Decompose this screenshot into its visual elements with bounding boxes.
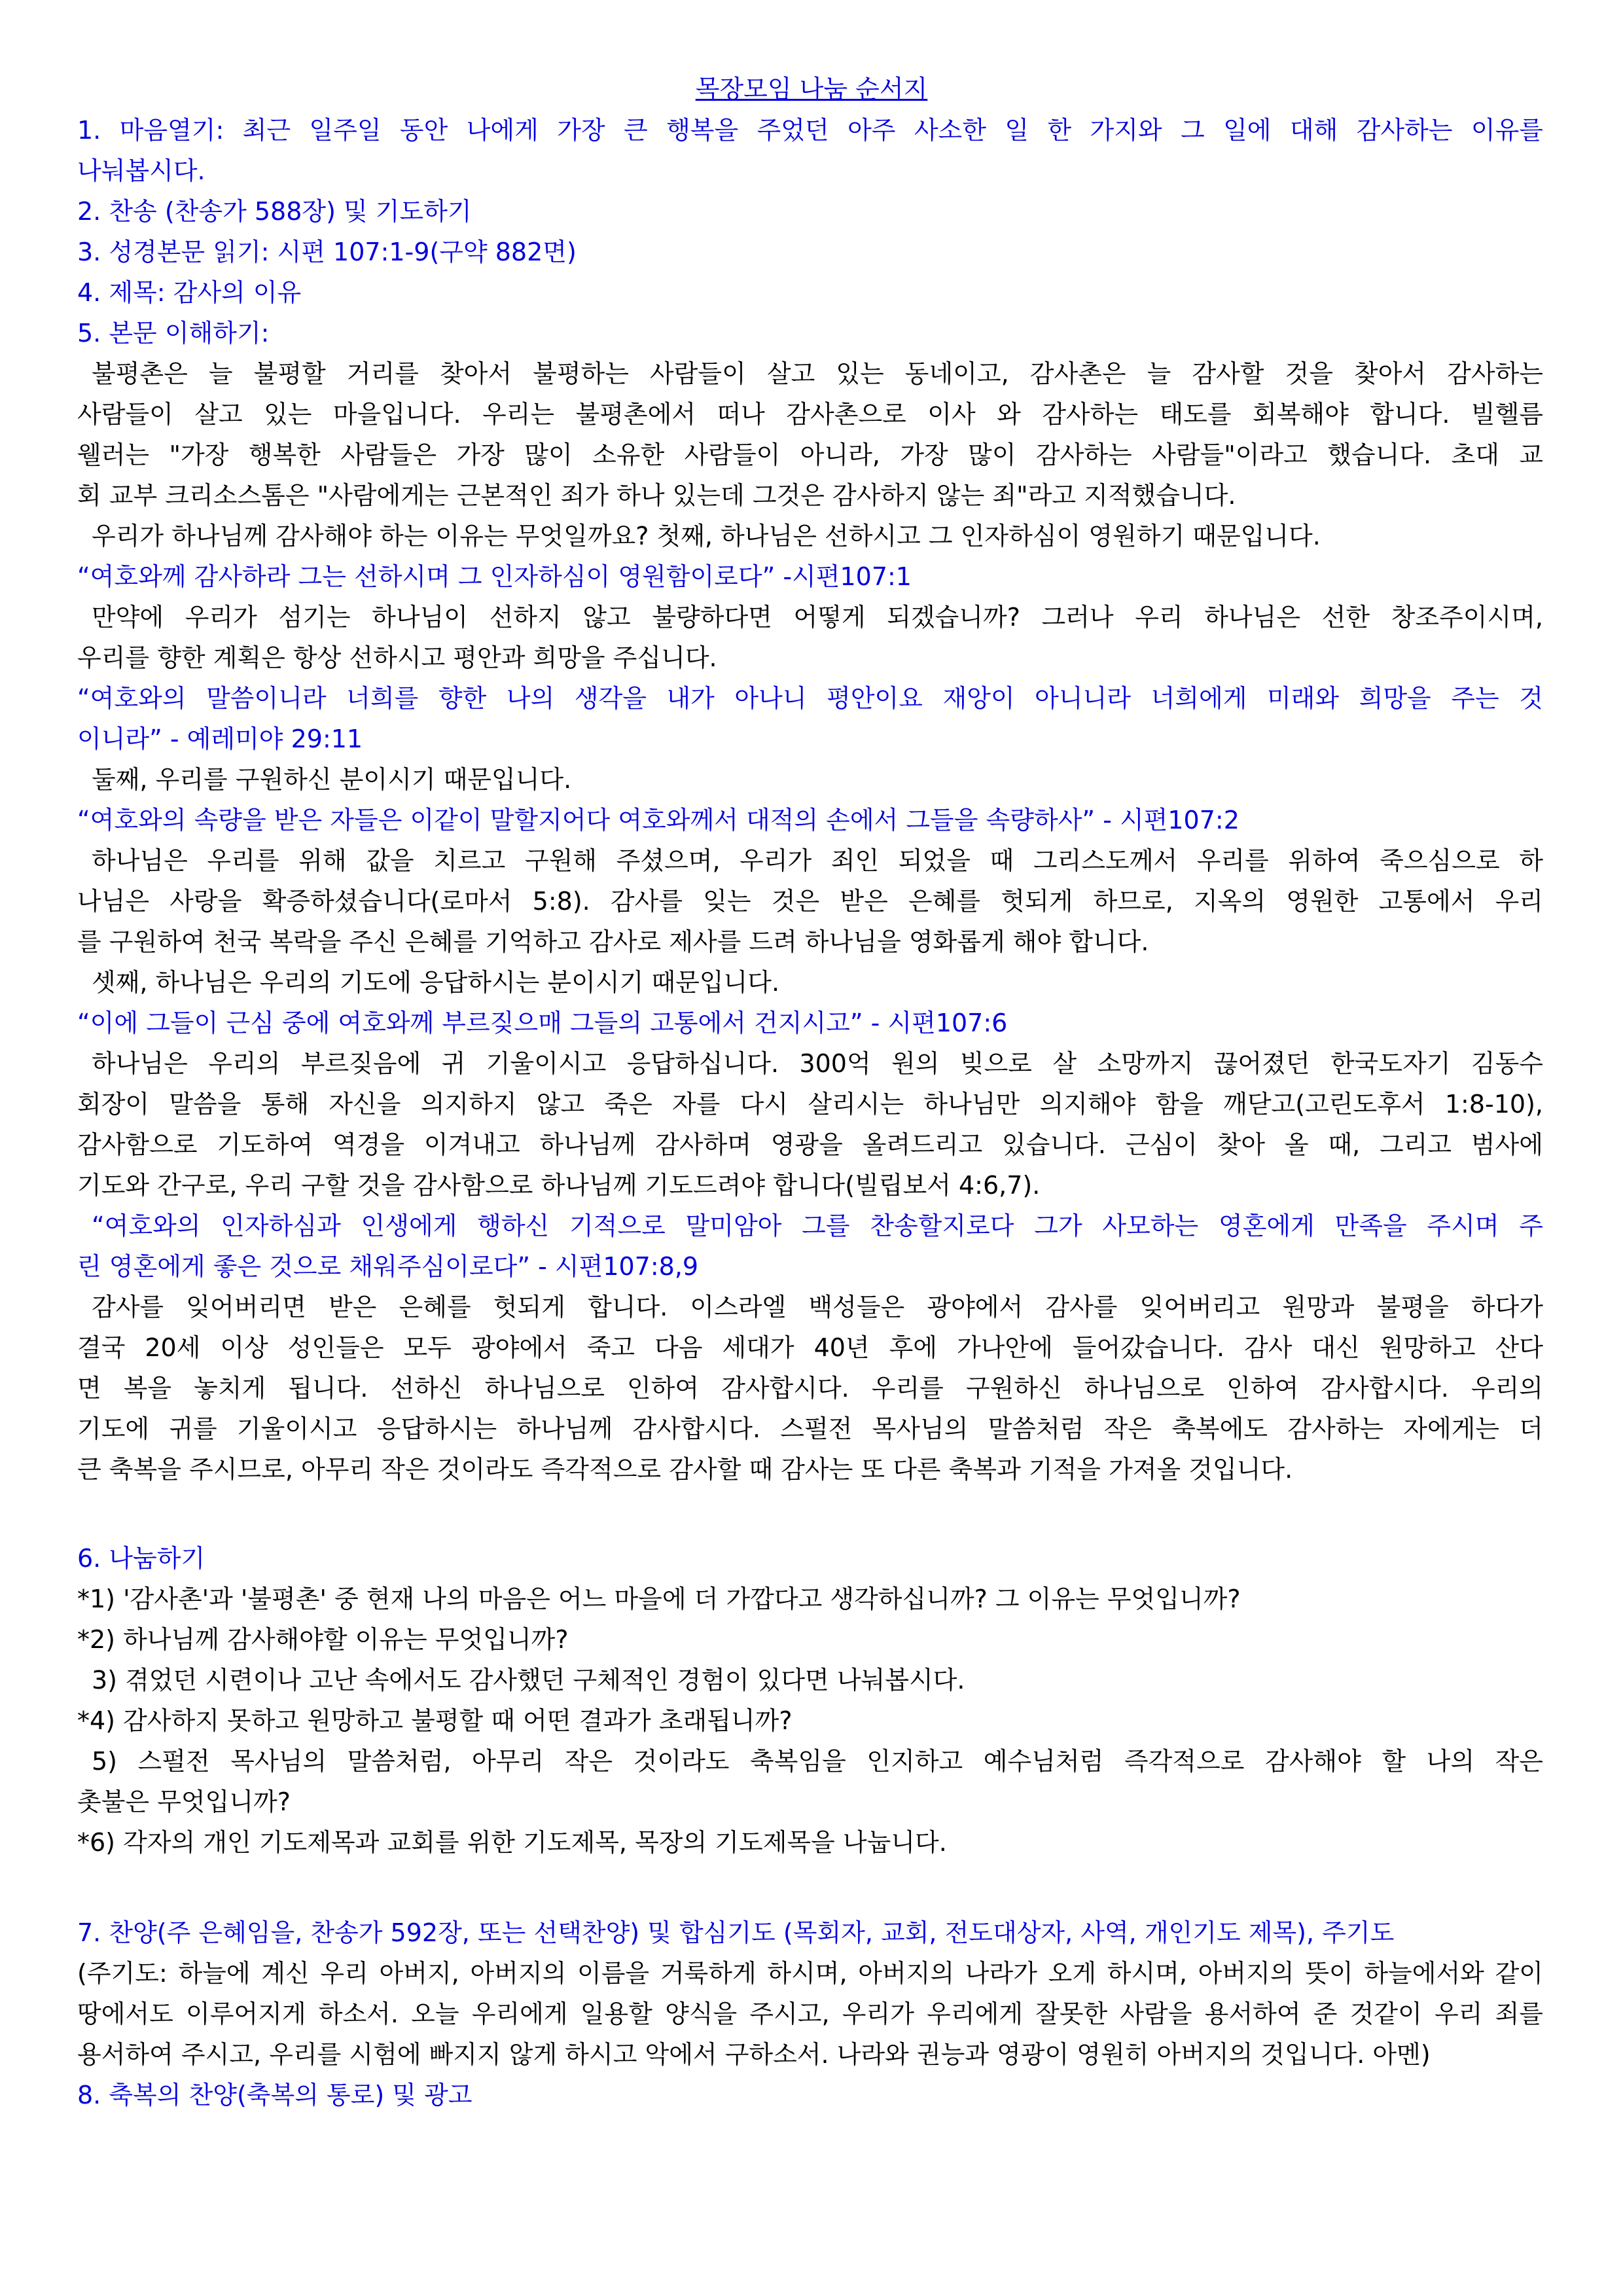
body-line: 감사함으로 기도하여 역경을 이겨내고 하나님께 감사하며 영광을 올려드리고 있습니다. 근심이 찾아 올 때, 그리고 범사에 (77, 1130, 1543, 1159)
body-line: 하나님은 우리를 위해 값을 치르고 구원해 주셨으며, 우리가 죄인 되었을 때 그리스도께서 우리를 위하여 죽으심으로 하 (92, 846, 1543, 875)
section-6-heading: 6. 나눔하기 (77, 1544, 205, 1573)
body-line: 우리를 향한 계획은 항상 선하시고 평안과 희망을 주십니다. (77, 643, 717, 672)
body-line: 큰 축복을 주시므로, 아무리 작은 것이라도 즉각적으로 감사할 때 감사는 또 다른 축복과 기적을 가져올 것입니다. (77, 1455, 1293, 1484)
lords-prayer-line: (주기도: 하늘에 계신 우리 아버지, 아버지의 이름을 거룩하게 하시며, 아버지의 나라가 오게 하시며, 아버지의 뜻이 하늘에서와 같이 (77, 1959, 1543, 1988)
sharing-question: *2) 하나님께 감사해야할 이유는 무엇입니까? (77, 1625, 569, 1654)
body-line: 면 복을 놓치게 됩니다. 선하신 하나님으로 인하여 감사합시다. 우리를 구원하신 하나님으로 인하여 감사합시다. 우리의 (77, 1374, 1543, 1403)
sharing-question: 5) 스펄전 목사님의 말씀처럼, 아무리 작은 것이라도 축복임을 인지하고 예수님처럼 즉각적으로 감사해야 할 나의 작은 (92, 1747, 1543, 1776)
scripture-quote: “여호와께 감사하라 그는 선하시며 그 인자하심이 영원함이로다” -시편107:1 (77, 562, 912, 591)
section-8-heading: 8. 축복의 찬양(축복의 통로) 및 광고 (77, 2081, 473, 2109)
body-line: 나님은 사랑을 확증하셨습니다(로마서 5:8). 감사를 잊는 것은 받은 은혜를 헛되게 하므로, 지옥의 영원한 고통에서 우리 (77, 887, 1543, 916)
body-line: 기도에 귀를 기울이시고 응답하시는 하나님께 감사합시다. 스펄전 목사님의 말씀처럼 작은 축복에도 감사하는 자에게는 더 (77, 1414, 1543, 1443)
body-line: 불평촌은 늘 불평할 거리를 찾아서 불평하는 사람들이 살고 있는 동네이고, 감사촌은 늘 감사할 것을 찾아서 감사하는 (92, 359, 1543, 388)
section-1-line: 1. 마음열기: 최근 일주일 동안 나에게 가장 큰 행복을 주었던 아주 사소한 일 한 가지와 그 일에 대해 감사하는 이유를 (77, 116, 1543, 145)
sharing-question: *1) '감사촌'과 '불평촌' 중 현재 나의 마음은 어느 마을에 더 가깝다고 생각하십니까? 그 이유는 무엇입니까? (77, 1585, 1241, 1613)
lords-prayer-line: 용서하여 주시고, 우리를 시험에 빠지지 않게 하시고 악에서 구하소서. 나라와 권능과 영광이 영원히 아버지의 것입니다. 아멘) (77, 2040, 1431, 2069)
body-line: 만약에 우리가 섬기는 하나님이 선하지 않고 불량하다면 어떻게 되겠습니까? 그러나 우리 하나님은 선한 창조주이시며, (92, 603, 1543, 632)
scripture-quote: “이에 그들이 근심 중에 여호와께 부르짖으매 그들의 고통에서 건지시고” - 시편107:6 (77, 1009, 1008, 1037)
section-4-heading: 4. 제목: 감사의 이유 (77, 278, 302, 307)
sharing-question: *6) 각자의 개인 기도제목과 교회를 위한 기도제목, 목장의 기도제목을 나눕니다. (77, 1828, 947, 1857)
body-line: 결국 20세 이상 성인들은 모두 광야에서 죽고 다음 세대가 40년 후에 가나안에 들어갔습니다. 감사 대신 원망하고 산다 (77, 1333, 1543, 1362)
sharing-question: 촛불은 무엇입니까? (77, 1787, 291, 1816)
section-2-heading: 2. 찬송 (찬송가 588장) 및 기도하기 (77, 197, 472, 226)
sharing-question: 3) 겪었던 시련이나 고난 속에서도 감사했던 구체적인 경험이 있다면 나눠봅시다. (92, 1666, 965, 1695)
body-line: 웰러는 "가장 행복한 사람들은 가장 많이 소유한 사람들이 아니라, 가장 많이 감사하는 사람들"이라고 했습니다. 초대 교 (77, 440, 1543, 469)
scripture-quote: 린 영혼에게 좋은 것으로 채워주심이로다” - 시편107:8,9 (77, 1252, 699, 1281)
sharing-question: *4) 감사하지 못하고 원망하고 불평할 때 어떤 결과가 초래됩니까? (77, 1706, 793, 1735)
section-3-heading: 3. 성경본문 읽기: 시편 107:1-9(구약 882면) (77, 238, 577, 266)
scripture-quote: “여호와의 말씀이니라 너희를 향한 나의 생각을 내가 아나니 평안이요 재앙이 아니니라 너희에게 미래와 희망을 주는 것 (77, 684, 1543, 713)
scripture-quote: “여호와의 속량을 받은 자들은 이같이 말할지어다 여호와께서 대적의 손에서 그들을 속량하사” - 시편107:2 (77, 806, 1240, 834)
body-line: 둘째, 우리를 구원하신 분이시기 때문입니다. (92, 765, 572, 794)
body-line: 셋째, 하나님은 우리의 기도에 응답하시는 분이시기 때문입니다. (92, 968, 780, 997)
body-line: 회 교부 크리소스톰은 "사람에게는 근본적인 죄가 하나 있는데 그것은 감사하지 않는 죄"라고 지적했습니다. (77, 481, 1236, 510)
body-line: 기도와 간구로, 우리 구할 것을 감사함으로 하나님께 기도드려야 합니다(빌립보서 4:6,7). (77, 1171, 1041, 1200)
scripture-quote: “여호와의 인자하심과 인생에게 행하신 기적으로 말미암아 그를 찬송할지로다 그가 사모하는 영혼에게 만족을 주시며 주 (92, 1211, 1543, 1240)
body-line: 사람들이 살고 있는 마을입니다. 우리는 불평촌에서 떠나 감사촌으로 이사 와 감사하는 태도를 회복해야 합니다. 빌헬름 (77, 400, 1543, 429)
body-line: 를 구원하여 천국 복락을 주신 은혜를 기억하고 감사로 제사를 드려 하나님을 영화롭게 해야 합니다. (77, 927, 1149, 956)
page-title: 목장모임 나눔 순서지 (695, 75, 928, 103)
body-line: 하나님은 우리의 부르짖음에 귀 기울이시고 응답하십니다. 300억 원의 빚으로 살 소망까지 끊어졌던 한국도자기 김동수 (92, 1049, 1543, 1078)
body-line: 우리가 하나님께 감사해야 하는 이유는 무엇일까요? 첫째, 하나님은 선하시고 그 인자하심이 영원하기 때문입니다. (92, 522, 1321, 550)
section-1-line: 나눠봅시다. (77, 156, 205, 185)
lords-prayer-line: 땅에서도 이루어지게 하소서. 오늘 우리에게 일용할 양식을 주시고, 우리가 우리에게 잘못한 사람을 용서하여 준 것같이 우리 죄를 (77, 2000, 1543, 2028)
section-5-heading: 5. 본문 이해하기: (77, 319, 270, 348)
body-line: 감사를 잊어버리면 받은 은혜를 헛되게 합니다. 이스라엘 백성들은 광야에서 감사를 잊어버리고 원망과 불평을 하다가 (92, 1293, 1543, 1321)
section-7-heading: 7. 찬양(주 은혜임을, 찬송가 592장, 또는 선택찬양) 및 합심기도 (목회자, 교회, 전도대상자, 사역, 개인기도 제목), 주기도 (77, 1918, 1395, 1947)
body-line: 회장이 말씀을 통해 자신을 의지하지 않고 죽은 자를 다시 살리시는 하나님만 의지해야 함을 깨닫고(고린도후서 1:8-10), (77, 1090, 1543, 1119)
scripture-quote: 이니라” - 예레미야 29:11 (77, 725, 363, 753)
